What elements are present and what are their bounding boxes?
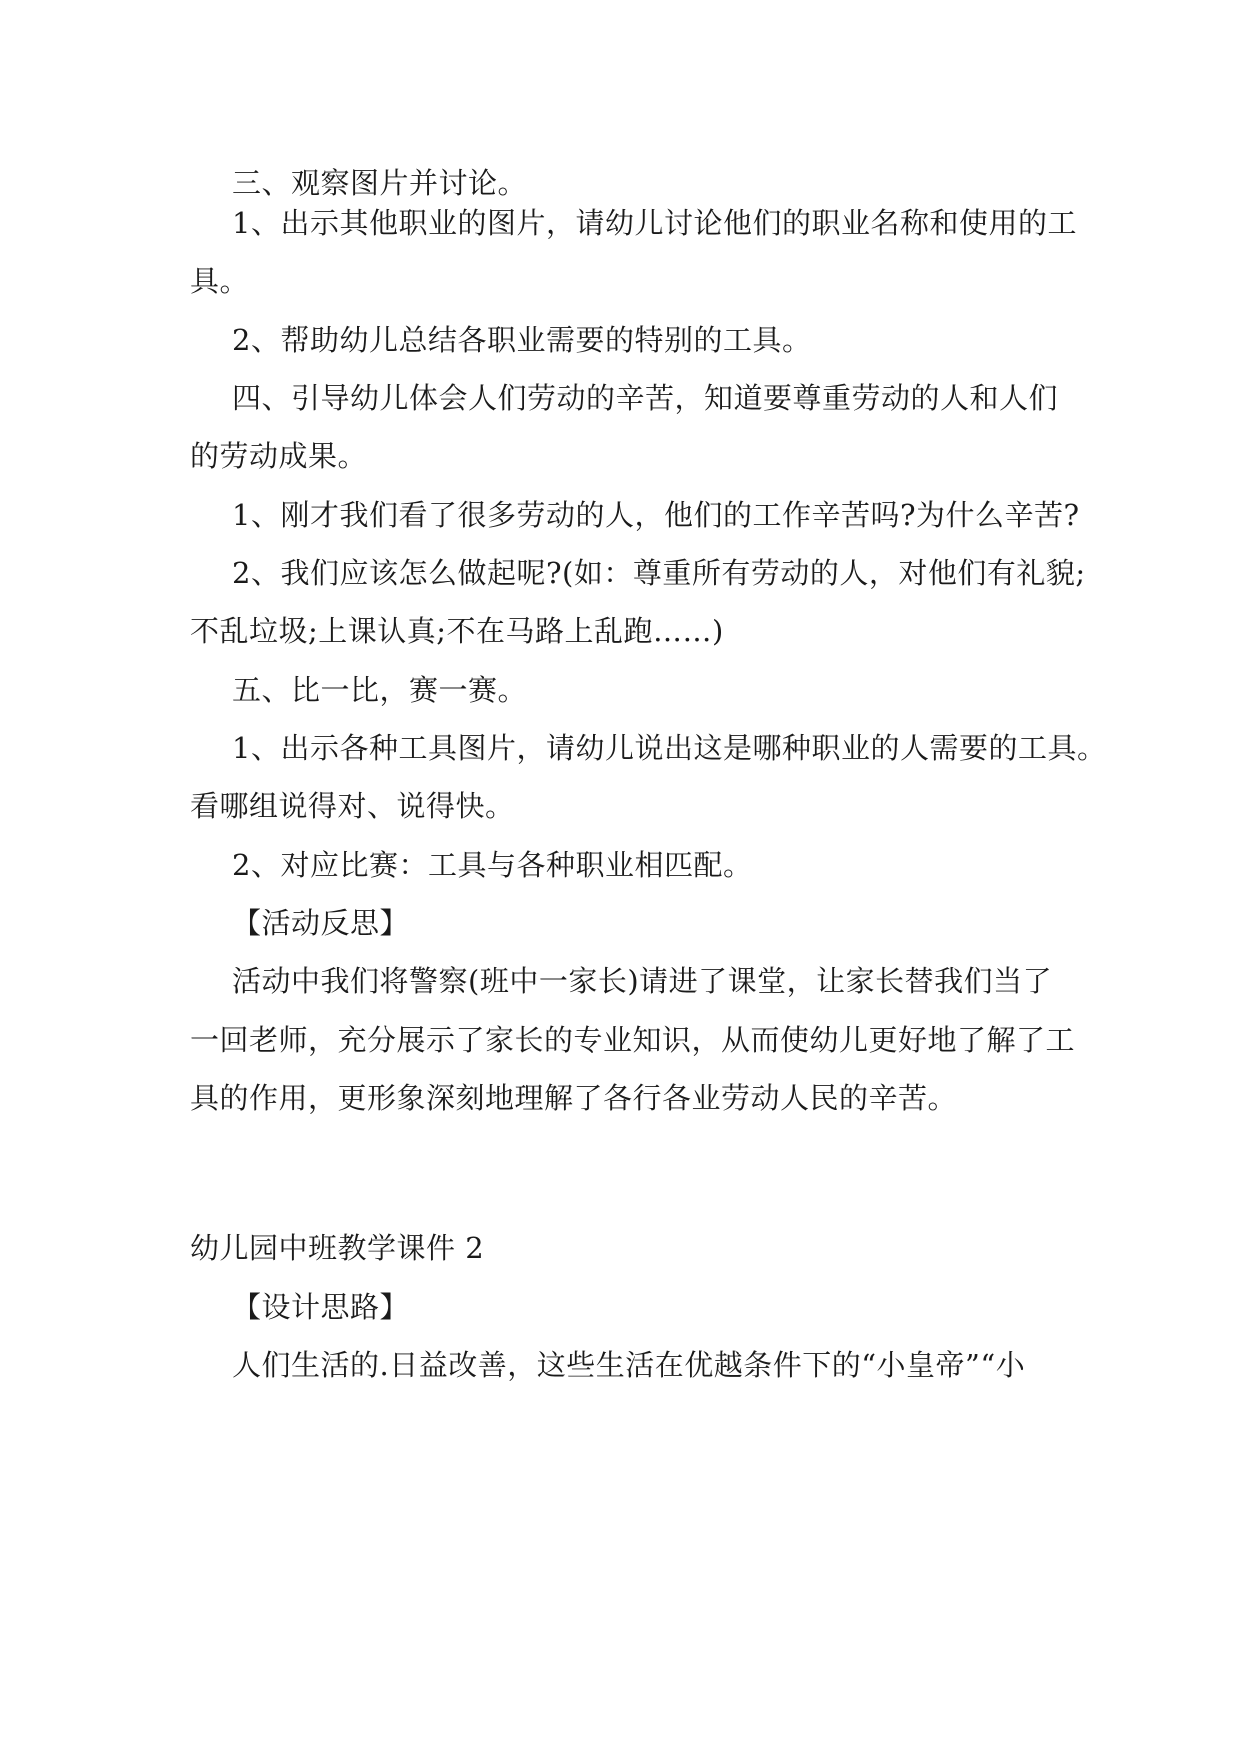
paragraph-line: 不乱垃圾;上课认真;不在马路上乱跑……)	[190, 614, 724, 648]
paragraph-line: 人们生活的.日益改善，这些生活在优越条件下的“小皇帝”“小	[232, 1348, 1026, 1382]
paragraph-line: 的劳动成果。	[190, 439, 368, 473]
document-title: 幼儿园中班教学课件 2	[190, 1231, 485, 1265]
paragraph-line: 具。	[190, 264, 250, 298]
paragraph-line: 具的作用，更形象深刻地理解了各行各业劳动人民的辛苦。	[190, 1081, 958, 1115]
paragraph-line: 1、出示其他职业的图片，请幼儿讨论他们的职业名称和使用的工	[232, 206, 1077, 240]
paragraph-line: 看哪组说得对、说得快。	[190, 789, 515, 823]
paragraph-line: 一回老师，充分展示了家长的专业知识，从而使幼儿更好地了解了工	[190, 1023, 1076, 1057]
paragraph-line: 2、帮助幼儿总结各职业需要的特别的工具。	[232, 323, 812, 357]
paragraph-line: 2、我们应该怎么做起呢?(如：尊重所有劳动的人，对他们有礼貌;	[232, 556, 1086, 590]
section-heading-3: 三、观察图片并讨论。	[232, 166, 528, 200]
section-heading-reflection: 【活动反思】	[232, 906, 410, 940]
paragraph-line: 活动中我们将警察(班中一家长)请进了课堂，让家长替我们当了	[232, 964, 1053, 998]
section-heading-5: 五、比一比，赛一赛。	[232, 673, 528, 707]
paragraph-line: 2、对应比赛：工具与各种职业相匹配。	[232, 848, 753, 882]
section-heading-design: 【设计思路】	[232, 1290, 410, 1324]
paragraph-line: 1、刚才我们看了很多劳动的人，他们的工作辛苦吗?为什么辛苦?	[232, 498, 1080, 532]
section-heading-4: 四、引导幼儿体会人们劳动的辛苦，知道要尊重劳动的人和人们	[232, 381, 1059, 415]
paragraph-line: 1、出示各种工具图片，请幼儿说出这是哪种职业的人需要的工具。	[232, 731, 1107, 765]
